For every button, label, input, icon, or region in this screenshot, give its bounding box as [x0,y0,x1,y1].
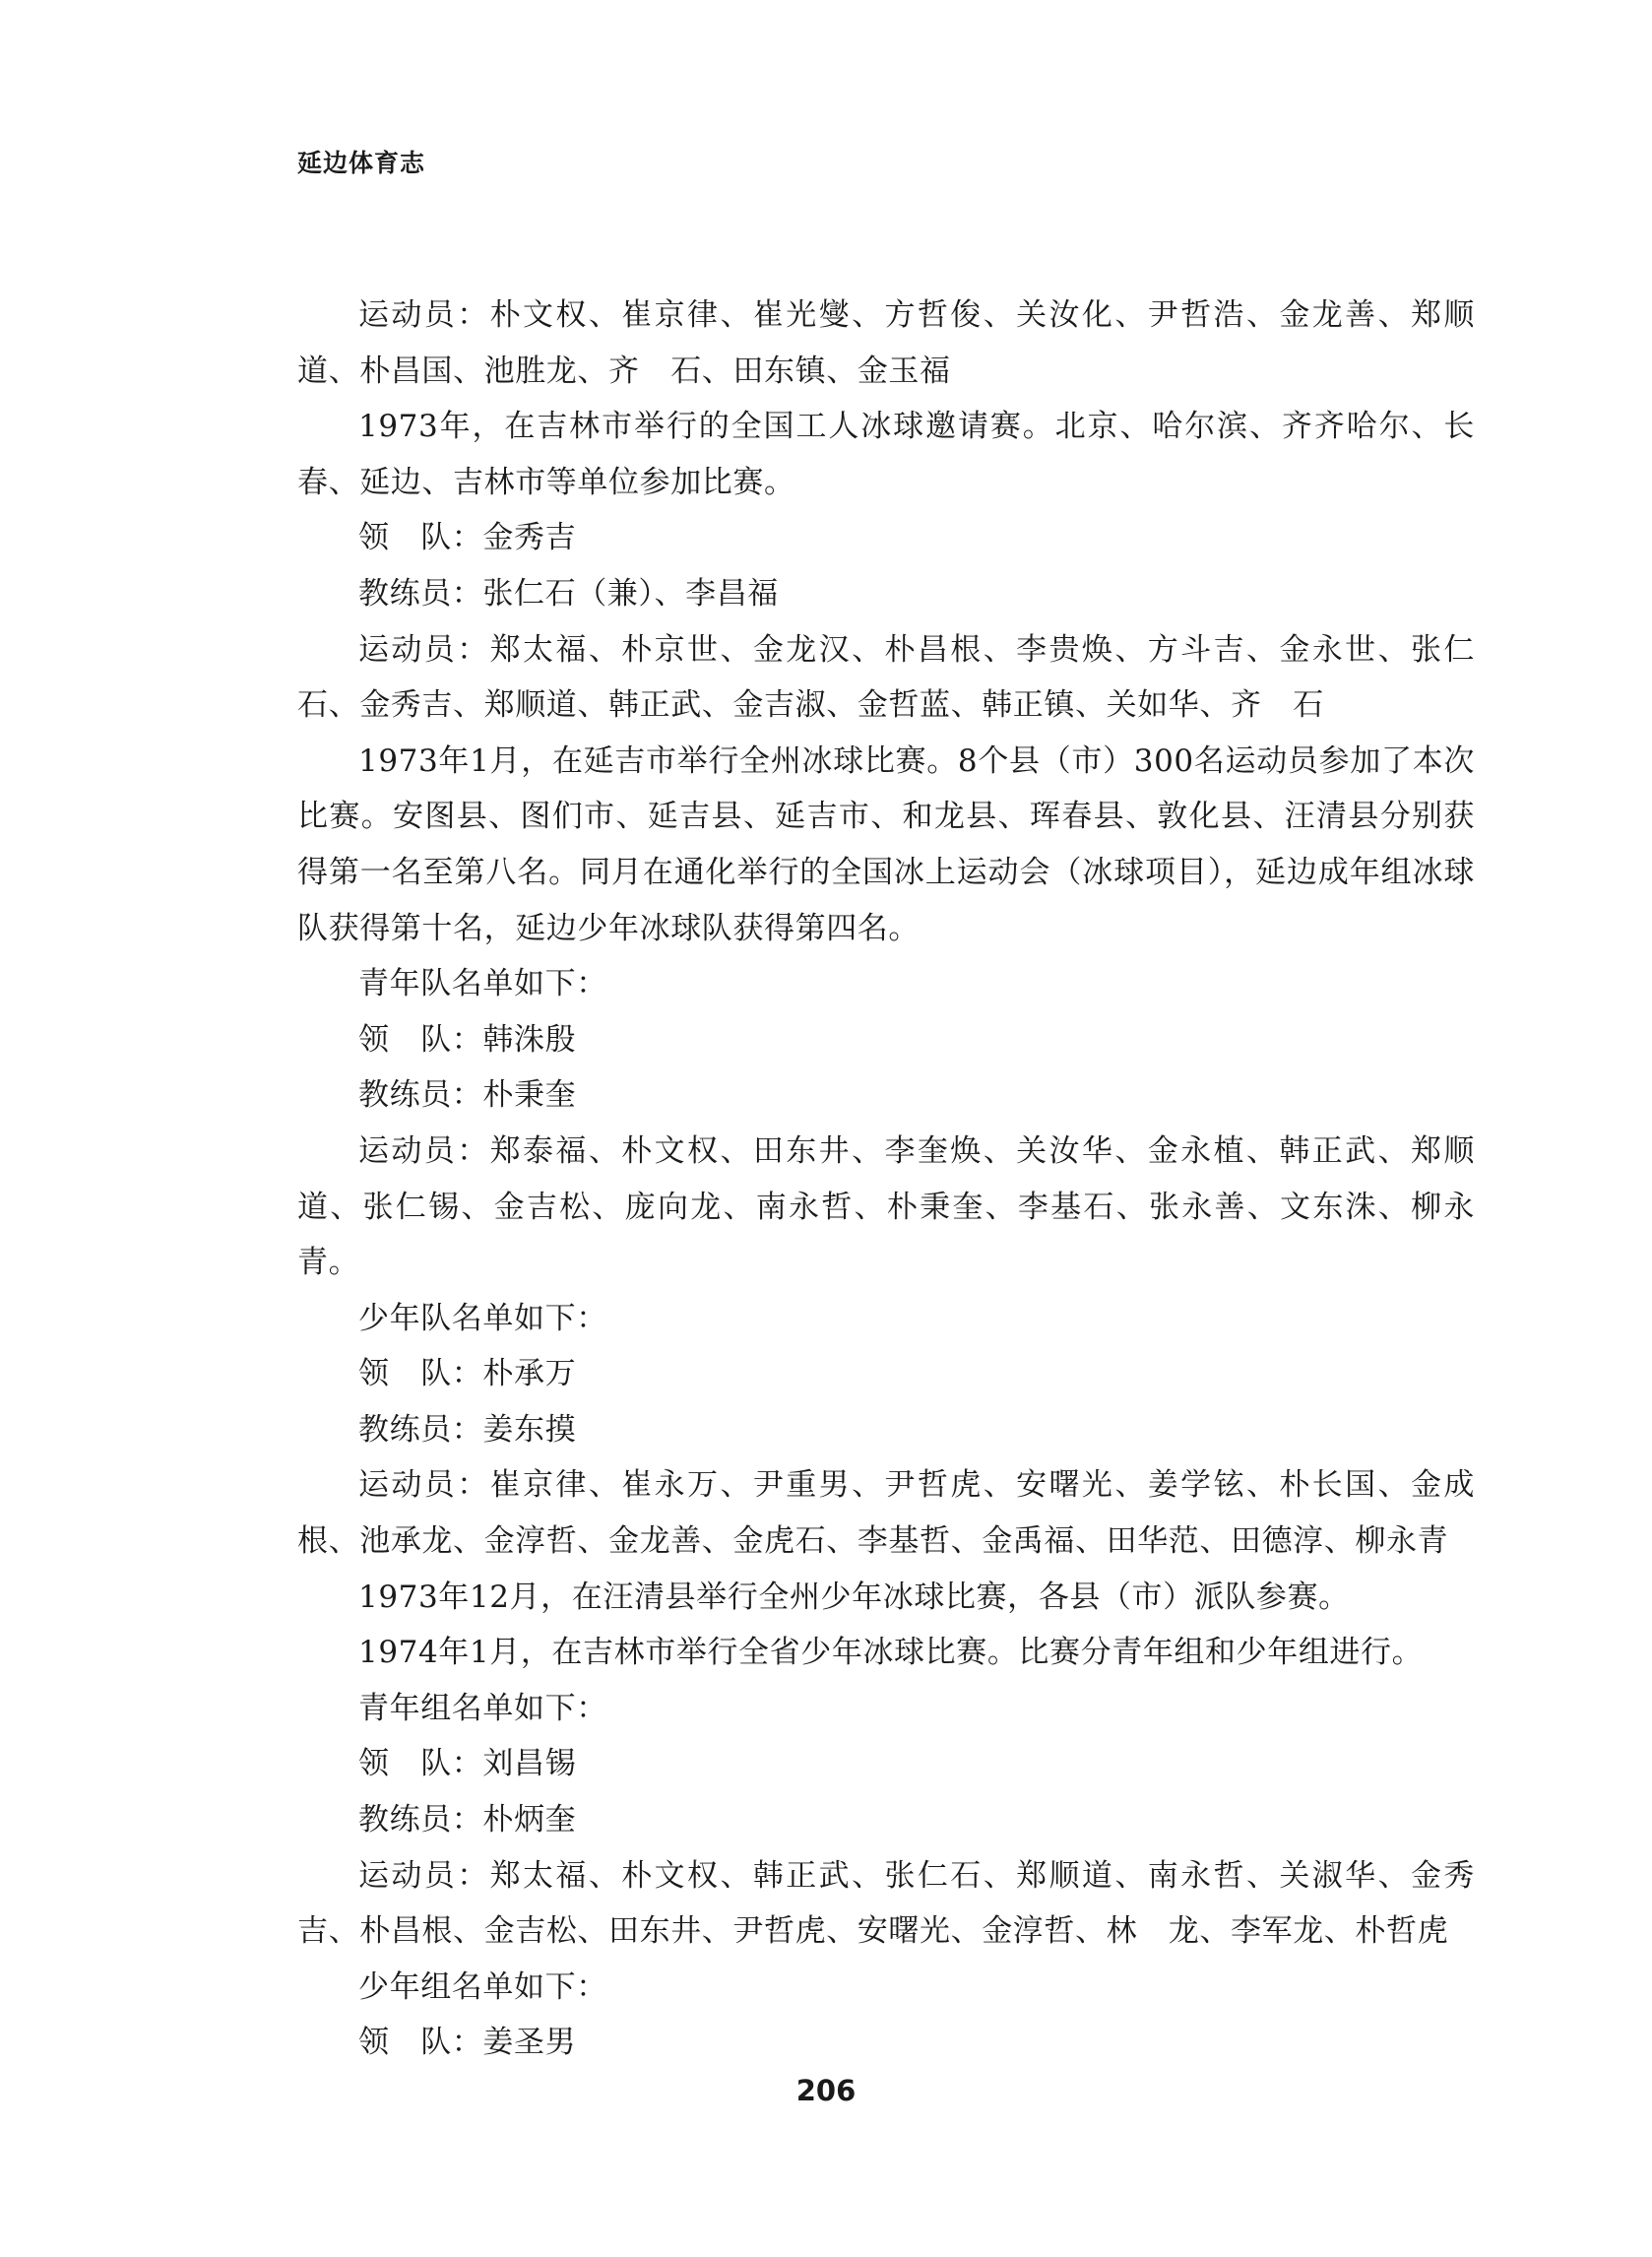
paragraph: 领 队：朴承万 [358,1356,577,1392]
paragraph: 运动员：郑泰福、朴文权、田东井、李奎焕、关汝华、金永植、韩正武、郑顺道、张仁锡、金吉松、庞向龙、南永哲、朴秉奎、李基石、张永善、文东洙、柳永青。 [297,1132,1475,1281]
paragraph: 1974年1月，在吉林市举行全省少年冰球比赛。比赛分青年组和少年组进行。 [358,1635,1424,1671]
paragraph: 运动员：崔京律、崔永万、尹重男、尹哲虎、安曙光、姜学铉、朴长国、金成根、池承龙、金淳哲、金龙善、金虎石、李基哲、金禹福、田华范、田德淳、柳永青 [297,1467,1475,1560]
paragraph: 少年组名单如下： [358,1968,607,2005]
paragraph: 领 队：金秀吉 [358,520,577,556]
paragraph: 领 队：韩洙殷 [358,1021,577,1058]
paragraph: 1973年12月，在汪清县举行全州少年冰球比赛，各县（市）派队参赛。 [358,1579,1350,1615]
running-header: 延边体育志 [297,149,426,177]
paragraph: 少年队名单如下： [358,1300,607,1336]
paragraph: 领 队：刘昌锡 [358,1746,577,1782]
paragraph: 1973年1月，在延吉市举行全州冰球比赛。8个县（市）300名运动员参加了本次比赛。安图县、图们市、延吉县、延吉市、和龙县、珲春县、敦化县、汪清县分别获得第一名至第八名。同月在通化举行的全国冰上运动会（冰球项目），延边成年组冰球队获得第十名，延边少年冰球队获得第四名。 [297,742,1475,946]
paragraph: 1973年，在吉林市举行的全国工人冰球邀请赛。北京、哈尔滨、齐齐哈尔、长春、延边、吉林市等单位参加比赛。 [297,409,1475,500]
paragraph: 青年组名单如下： [358,1690,607,1726]
paragraph: 教练员：姜东摸 [358,1411,577,1448]
paragraph: 教练员：朴炳奎 [358,1802,577,1838]
paragraph: 领 队：姜圣男 [358,2025,577,2061]
paragraph: 教练员：朴秉奎 [358,1077,577,1114]
paragraph: 教练员：张仁石（兼）、李昌福 [358,575,779,612]
paragraph: 运动员：郑太福、朴文权、韩正武、张仁石、郑顺道、南永哲、关淑华、金秀吉、朴昌根、金吉松、田东井、尹哲虎、安曙光、金淳哲、林 龙、李军龙、朴哲虎 [297,1857,1475,1950]
paragraph: 运动员：朴文权、崔京律、崔光燮、方哲俊、关汝化、尹哲浩、金龙善、郑顺道、朴昌国、池胜龙、齐 石、田东镇、金玉福 [297,297,1475,389]
paragraph: 运动员：郑太福、朴京世、金龙汉、朴昌根、李贵焕、方斗吉、金永世、张仁石、金秀吉、郑顺道、韩正武、金吉淑、金哲蓝、韩正镇、关如华、齐 石 [297,631,1475,724]
page-number: 206 [795,2074,857,2107]
body-text [297,288,1475,2071]
paragraph: 青年队名单如下： [358,966,607,1002]
